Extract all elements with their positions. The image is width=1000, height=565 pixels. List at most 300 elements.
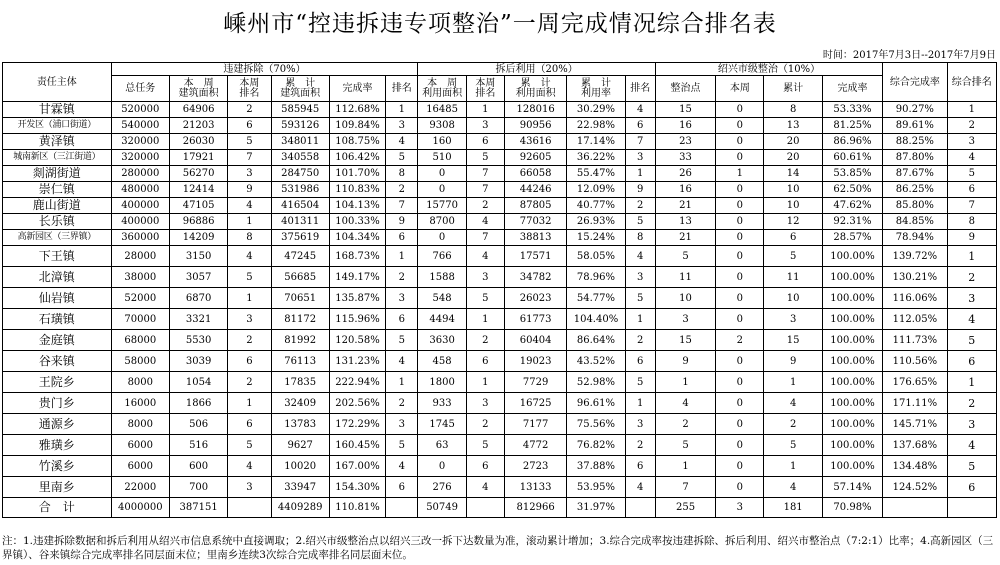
cum-area-cell: 10020	[271, 456, 329, 477]
rectify-cum-cell: 15	[764, 330, 822, 351]
rectify-points-cell: 15	[655, 330, 715, 351]
rank-cell: 7	[386, 198, 418, 214]
week-rank-cell: 2	[228, 372, 271, 393]
reuse-week-rank-cell: 5	[466, 435, 504, 456]
rank-cell: 6	[386, 309, 418, 330]
reuse-rank-cell: 9	[625, 182, 655, 198]
rectify-cum-cell: 4	[764, 393, 822, 414]
cum-area-cell: 401311	[271, 214, 329, 230]
reuse-cum-area-cell: 60404	[504, 330, 566, 351]
reuse-week-area-cell: 1745	[418, 414, 466, 435]
rectify-points-cell: 2	[655, 414, 715, 435]
table-row	[3, 435, 997, 456]
overall-rank-cell: 4	[947, 309, 996, 330]
cum-area-cell: 13783	[271, 414, 329, 435]
overall-rate-cell: 88.25%	[883, 134, 947, 150]
cum-area-cell: 17835	[271, 372, 329, 393]
total-task-cell: 38000	[111, 267, 169, 288]
reuse-week-area-cell: 933	[418, 393, 466, 414]
rectify-week-cell: 0	[716, 230, 764, 246]
completion-rate-cell: 104.13%	[329, 198, 385, 214]
reuse-rate-cell: 76.82%	[567, 435, 625, 456]
week-area-cell: 56270	[169, 166, 227, 182]
week-area-cell: 1866	[169, 393, 227, 414]
reuse-rate-cell: 104.40%	[567, 309, 625, 330]
reuse-week-rank-cell	[466, 498, 504, 518]
table-row	[3, 456, 997, 477]
rectify-points-cell: 15	[655, 102, 715, 118]
overall-rate-cell: 111.73%	[883, 330, 947, 351]
week-area-cell: 3150	[169, 246, 227, 267]
subject-name: 竹溪乡	[3, 456, 112, 477]
rank-cell: 4	[386, 351, 418, 372]
overall-rate-cell: 145.71%	[883, 414, 947, 435]
completion-rate-cell: 202.56%	[329, 393, 385, 414]
total-task-cell: 58000	[111, 351, 169, 372]
total-row	[3, 498, 997, 518]
overall-rank-cell: 2	[947, 267, 996, 288]
reuse-rate-cell: 30.29%	[567, 102, 625, 118]
reuse-week-rank-cell: 1	[466, 372, 504, 393]
date-range: 时间：2017年7月3日--2017年7月9日	[822, 50, 996, 61]
rectify-rate-cell: 53.33%	[822, 102, 882, 118]
reuse-week-area-cell: 0	[418, 182, 466, 198]
reuse-col-header: 累 计 利用率	[567, 76, 625, 102]
demolition-col-header: 完成率	[329, 76, 385, 102]
reuse-rank-cell: 2	[625, 198, 655, 214]
rectify-cum-cell: 1	[764, 372, 822, 393]
rectify-points-cell: 26	[655, 166, 715, 182]
week-area-cell: 17921	[169, 150, 227, 166]
subject-name: 剡湖街道	[3, 166, 112, 182]
cum-area-cell: 32409	[271, 393, 329, 414]
group-demolition-header: 违建拆除（70%）	[111, 63, 418, 76]
week-rank-cell: 1	[228, 214, 271, 230]
rank-cell: 2	[386, 393, 418, 414]
reuse-rank-cell: 6	[625, 118, 655, 134]
total-task-cell: 68000	[111, 330, 169, 351]
shaoxing-col-header: 累计	[764, 76, 822, 102]
completion-rate-cell: 135.87%	[329, 288, 385, 309]
completion-rate-cell: 101.70%	[329, 166, 385, 182]
overall-rate-cell: 130.21%	[883, 267, 947, 288]
overall-rate-cell: 89.61%	[883, 118, 947, 134]
rectify-week-cell: 0	[716, 456, 764, 477]
reuse-rank-cell: 3	[625, 414, 655, 435]
reuse-cum-area-cell: 13133	[504, 477, 566, 498]
rectify-cum-cell: 9	[764, 351, 822, 372]
rectify-cum-cell: 3	[764, 309, 822, 330]
week-rank-cell: 3	[228, 477, 271, 498]
overall-rank-cell: 8	[947, 214, 996, 230]
reuse-cum-area-cell: 4772	[504, 435, 566, 456]
reuse-rate-cell: 54.77%	[567, 288, 625, 309]
total-task-cell: 52000	[111, 288, 169, 309]
rectify-rate-cell: 47.62%	[822, 198, 882, 214]
week-area-cell: 600	[169, 456, 227, 477]
rectify-points-cell: 4	[655, 393, 715, 414]
rectify-week-cell: 0	[716, 477, 764, 498]
reuse-week-rank-cell: 7	[466, 182, 504, 198]
week-area-cell: 21203	[169, 118, 227, 134]
rectify-rate-cell: 100.00%	[822, 414, 882, 435]
total-task-cell: 6000	[111, 456, 169, 477]
cum-area-cell: 284750	[271, 166, 329, 182]
table-row	[3, 372, 997, 393]
reuse-week-rank-cell: 5	[466, 150, 504, 166]
reuse-week-area-cell: 0	[418, 456, 466, 477]
reuse-rate-cell: 15.24%	[567, 230, 625, 246]
reuse-week-rank-cell: 6	[466, 351, 504, 372]
rectify-rate-cell: 100.00%	[822, 288, 882, 309]
rectify-points-cell: 13	[655, 214, 715, 230]
total-task-cell: 16000	[111, 393, 169, 414]
subject-name: 长乐镇	[3, 214, 112, 230]
reuse-rank-cell: 2	[625, 330, 655, 351]
rectify-points-cell: 5	[655, 246, 715, 267]
completion-rate-cell: 167.00%	[329, 456, 385, 477]
week-rank-cell: 2	[228, 102, 271, 118]
rectify-week-cell: 0	[716, 102, 764, 118]
overall-rank-cell: 1	[947, 372, 996, 393]
reuse-week-area-cell: 276	[418, 477, 466, 498]
reuse-week-area-cell: 8700	[418, 214, 466, 230]
overall-rank-cell: 2	[947, 118, 996, 134]
rectify-week-cell: 0	[716, 393, 764, 414]
overall-rank-cell: 6	[947, 477, 996, 498]
overall-rank-cell: 1	[947, 102, 996, 118]
table-row	[3, 330, 997, 351]
rank-cell: 8	[386, 166, 418, 182]
overall-rank-cell: 6	[947, 351, 996, 372]
reuse-cum-area-cell: 128016	[504, 102, 566, 118]
total-task-cell: 400000	[111, 214, 169, 230]
rectify-rate-cell: 100.00%	[822, 456, 882, 477]
completion-rate-cell: 108.75%	[329, 134, 385, 150]
total-task-cell: 480000	[111, 182, 169, 198]
subject-name: 鹿山街道	[3, 198, 112, 214]
overall-rank-cell: 4	[947, 150, 996, 166]
rectify-rate-cell: 92.31%	[822, 214, 882, 230]
reuse-week-area-cell: 510	[418, 150, 466, 166]
week-rank-cell: 3	[228, 309, 271, 330]
week-area-cell: 14209	[169, 230, 227, 246]
demolition-col-header: 总任务	[111, 76, 169, 102]
reuse-week-rank-cell: 2	[466, 330, 504, 351]
rank-cell: 3	[386, 414, 418, 435]
rectify-points-cell: 23	[655, 134, 715, 150]
reuse-week-area-cell: 9308	[418, 118, 466, 134]
reuse-cum-area-cell: 19023	[504, 351, 566, 372]
week-area-cell: 64906	[169, 102, 227, 118]
rectify-points-cell: 5	[655, 435, 715, 456]
overall-rank-cell: 6	[947, 182, 996, 198]
week-area-cell: 3039	[169, 351, 227, 372]
overall-rate-cell: 87.67%	[883, 166, 947, 182]
total-task-cell: 540000	[111, 118, 169, 134]
week-area-cell: 516	[169, 435, 227, 456]
week-rank-cell: 7	[228, 150, 271, 166]
week-rank-cell: 4	[228, 456, 271, 477]
completion-rate-cell: 154.30%	[329, 477, 385, 498]
rank-cell: 5	[386, 330, 418, 351]
total-task-cell: 280000	[111, 166, 169, 182]
overall-rate-cell: 110.56%	[883, 351, 947, 372]
rank-cell: 9	[386, 214, 418, 230]
rectify-cum-cell: 20	[764, 150, 822, 166]
week-rank-cell	[228, 498, 271, 518]
rectify-points-cell: 7	[655, 477, 715, 498]
overall-rate-cell: 171.11%	[883, 393, 947, 414]
reuse-week-area-cell: 766	[418, 246, 466, 267]
rectify-week-cell: 2	[716, 330, 764, 351]
rectify-cum-cell: 1	[764, 456, 822, 477]
reuse-week-area-cell: 1588	[418, 267, 466, 288]
subject-header: 责任主体	[3, 63, 112, 102]
subject-name: 雅璜乡	[3, 435, 112, 456]
rectify-week-cell: 0	[716, 267, 764, 288]
reuse-rate-cell: 40.77%	[567, 198, 625, 214]
reuse-cum-area-cell: 812966	[504, 498, 566, 518]
reuse-rate-cell: 26.93%	[567, 214, 625, 230]
rectify-cum-cell: 20	[764, 134, 822, 150]
subject-name: 谷来镇	[3, 351, 112, 372]
demolition-col-header: 本周 排名	[228, 76, 271, 102]
subject-name: 甘霖镇	[3, 102, 112, 118]
overall-rate-cell: 86.25%	[883, 182, 947, 198]
demolition-col-header: 累 计 建筑面积	[271, 76, 329, 102]
total-task-cell: 6000	[111, 435, 169, 456]
reuse-rate-cell: 17.14%	[567, 134, 625, 150]
rectify-rate-cell: 70.98%	[822, 498, 882, 518]
subject-name: 开发区（浦口街道）	[3, 118, 112, 134]
subject-name: 贵门乡	[3, 393, 112, 414]
table-row	[3, 182, 997, 198]
reuse-rate-cell: 52.98%	[567, 372, 625, 393]
reuse-rank-cell: 4	[625, 102, 655, 118]
rank-cell: 6	[386, 477, 418, 498]
rectify-week-cell: 0	[716, 150, 764, 166]
reuse-week-rank-cell: 7	[466, 230, 504, 246]
overall-rank-cell: 5	[947, 456, 996, 477]
completion-rate-cell: 222.94%	[329, 372, 385, 393]
reuse-rank-cell: 6	[625, 351, 655, 372]
rank-cell: 1	[386, 102, 418, 118]
reuse-week-area-cell: 15770	[418, 198, 466, 214]
completion-rate-cell: 172.29%	[329, 414, 385, 435]
cum-area-cell: 585945	[271, 102, 329, 118]
total-task-cell: 8000	[111, 414, 169, 435]
reuse-rate-cell: 37.88%	[567, 456, 625, 477]
subject-name: 北漳镇	[3, 267, 112, 288]
subject-name: 通源乡	[3, 414, 112, 435]
rectify-week-cell: 3	[716, 498, 764, 518]
reuse-cum-area-cell: 2723	[504, 456, 566, 477]
reuse-week-area-cell: 160	[418, 134, 466, 150]
cum-area-cell: 4409289	[271, 498, 329, 518]
rectify-rate-cell: 57.14%	[822, 477, 882, 498]
shaoxing-col-header: 整治点	[655, 76, 715, 102]
reuse-week-rank-cell: 7	[466, 166, 504, 182]
subject-name: 金庭镇	[3, 330, 112, 351]
reuse-week-area-cell: 458	[418, 351, 466, 372]
overall-rank-cell: 2	[947, 393, 996, 414]
footnote: 注：1.违建拆除数据和拆后利用从绍兴市信息系统中直接调取；2.绍兴市级整治点以绍兴三改一拆下达数量为准，滚动累计增加；3.综合完成率按违建拆除、拆后利用、绍兴市整治点（7:2:1）比率；4.高新园区（三界镇）、谷来镇综合完成率排名同层面末位；里南乡连续3次综合完成率排名同层面末位。	[2, 535, 994, 561]
reuse-rate-cell: 86.64%	[567, 330, 625, 351]
rectify-week-cell: 1	[716, 166, 764, 182]
rectify-week-cell: 0	[716, 309, 764, 330]
table-row	[3, 166, 997, 182]
week-area-cell: 12414	[169, 182, 227, 198]
rectify-points-cell: 10	[655, 288, 715, 309]
table-row	[3, 309, 997, 330]
total-task-cell: 520000	[111, 102, 169, 118]
reuse-week-area-cell: 4494	[418, 309, 466, 330]
rectify-points-cell: 11	[655, 267, 715, 288]
reuse-rank-cell: 4	[625, 477, 655, 498]
rectify-points-cell: 255	[655, 498, 715, 518]
total-task-cell: 70000	[111, 309, 169, 330]
rectify-cum-cell: 12	[764, 214, 822, 230]
reuse-rank-cell: 5	[625, 288, 655, 309]
overall-rank-cell: 5	[947, 330, 996, 351]
rectify-cum-cell: 14	[764, 166, 822, 182]
overall-rank-cell: 1	[947, 246, 996, 267]
total-task-cell: 8000	[111, 372, 169, 393]
reuse-cum-area-cell: 7729	[504, 372, 566, 393]
reuse-rate-cell: 43.52%	[567, 351, 625, 372]
rectify-points-cell: 16	[655, 182, 715, 198]
table-row	[3, 102, 997, 118]
overall-rate-cell: 78.94%	[883, 230, 947, 246]
overall-rank-cell	[947, 498, 996, 518]
reuse-week-rank-cell: 4	[466, 477, 504, 498]
reuse-cum-area-cell: 34782	[504, 267, 566, 288]
week-rank-cell: 6	[228, 351, 271, 372]
overall-rate-cell: 84.85%	[883, 214, 947, 230]
reuse-rate-cell: 75.56%	[567, 414, 625, 435]
week-area-cell: 700	[169, 477, 227, 498]
rank-cell: 1	[386, 246, 418, 267]
completion-rate-cell: 131.23%	[329, 351, 385, 372]
completion-rate-cell: 110.83%	[329, 182, 385, 198]
table-row	[3, 150, 997, 166]
shaoxing-col-header: 本周	[716, 76, 764, 102]
rectify-cum-cell: 6	[764, 230, 822, 246]
rectify-cum-cell: 10	[764, 182, 822, 198]
rectify-rate-cell: 28.57%	[822, 230, 882, 246]
reuse-rank-cell: 6	[625, 456, 655, 477]
rectify-cum-cell: 2	[764, 414, 822, 435]
reuse-cum-area-cell: 38813	[504, 230, 566, 246]
reuse-rate-cell: 96.61%	[567, 393, 625, 414]
rectify-cum-cell: 5	[764, 435, 822, 456]
week-area-cell: 1054	[169, 372, 227, 393]
reuse-cum-area-cell: 26023	[504, 288, 566, 309]
overall-rank-cell: 5	[947, 166, 996, 182]
rectify-rate-cell: 81.25%	[822, 118, 882, 134]
completion-rate-cell: 112.68%	[329, 102, 385, 118]
subject-name: 高新园区（三界镇）	[3, 230, 112, 246]
rectify-week-cell: 0	[716, 134, 764, 150]
rank-cell: 2	[386, 182, 418, 198]
header-row-columns	[3, 76, 997, 102]
reuse-week-area-cell: 0	[418, 230, 466, 246]
reuse-rank-cell	[625, 498, 655, 518]
overall-rank-cell: 3	[947, 134, 996, 150]
week-area-cell: 506	[169, 414, 227, 435]
reuse-cum-area-cell: 16725	[504, 393, 566, 414]
reuse-week-rank-cell: 3	[466, 393, 504, 414]
completion-rate-cell: 100.33%	[329, 214, 385, 230]
page-title: 嵊州市“控违拆违专项整治”一周完成情况综合排名表	[223, 11, 777, 37]
table-row	[3, 246, 997, 267]
cum-area-cell: 9627	[271, 435, 329, 456]
table-row	[3, 288, 997, 309]
week-rank-cell: 6	[228, 118, 271, 134]
rank-cell: 4	[386, 456, 418, 477]
overall-rank-cell: 3	[947, 288, 996, 309]
table-row	[3, 477, 997, 498]
overall-rate-cell	[883, 498, 947, 518]
reuse-week-area-cell: 1800	[418, 372, 466, 393]
rectify-rate-cell: 100.00%	[822, 372, 882, 393]
reuse-week-rank-cell: 6	[466, 134, 504, 150]
reuse-rank-cell: 5	[625, 372, 655, 393]
demolition-col-header: 本 周 建筑面积	[169, 76, 227, 102]
overall-rank-cell: 3	[947, 414, 996, 435]
rectify-rate-cell: 53.85%	[822, 166, 882, 182]
rank-cell: 3	[386, 118, 418, 134]
overall-rate-cell: 124.52%	[883, 477, 947, 498]
reuse-rank-cell: 8	[625, 230, 655, 246]
reuse-week-area-cell: 16485	[418, 102, 466, 118]
reuse-cum-area-cell: 77032	[504, 214, 566, 230]
rank-cell: 4	[386, 134, 418, 150]
subject-name: 王院乡	[3, 372, 112, 393]
rectify-cum-cell: 13	[764, 118, 822, 134]
reuse-cum-area-cell: 44246	[504, 182, 566, 198]
overall-rate-cell: 87.80%	[883, 150, 947, 166]
week-rank-cell: 5	[228, 435, 271, 456]
rectify-week-cell: 0	[716, 435, 764, 456]
table-row	[3, 351, 997, 372]
reuse-rank-cell: 4	[625, 246, 655, 267]
reuse-cum-area-cell: 92605	[504, 150, 566, 166]
rectify-cum-cell: 181	[764, 498, 822, 518]
reuse-col-header: 累 计 利用面积	[504, 76, 566, 102]
week-area-cell: 26030	[169, 134, 227, 150]
reuse-rank-cell: 1	[625, 166, 655, 182]
cum-area-cell: 416504	[271, 198, 329, 214]
rectify-cum-cell: 10	[764, 198, 822, 214]
rank-cell: 5	[386, 150, 418, 166]
reuse-cum-area-cell: 61773	[504, 309, 566, 330]
overall-rate-cell: 139.72%	[883, 246, 947, 267]
table-row	[3, 393, 997, 414]
reuse-rate-cell: 36.22%	[567, 150, 625, 166]
rectify-points-cell: 16	[655, 118, 715, 134]
reuse-cum-area-cell: 87805	[504, 198, 566, 214]
week-rank-cell: 5	[228, 134, 271, 150]
rectify-rate-cell: 100.00%	[822, 309, 882, 330]
reuse-week-area-cell: 50749	[418, 498, 466, 518]
week-rank-cell: 9	[228, 182, 271, 198]
reuse-week-area-cell: 63	[418, 435, 466, 456]
week-rank-cell: 4	[228, 198, 271, 214]
rectify-points-cell: 1	[655, 372, 715, 393]
overall-rate-cell: 134.48%	[883, 456, 947, 477]
